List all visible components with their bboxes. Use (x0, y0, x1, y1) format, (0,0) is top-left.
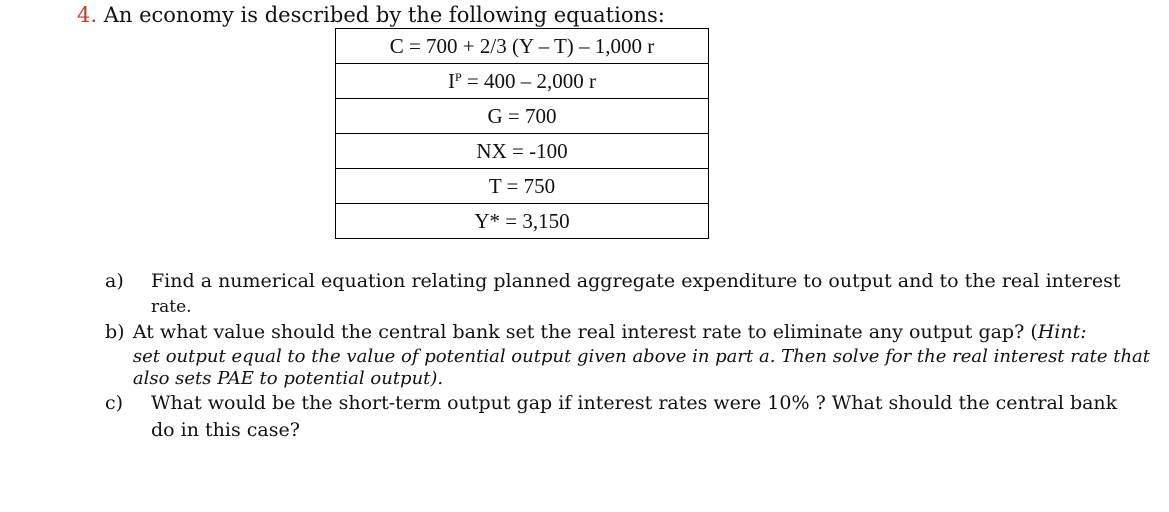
part-b-hint-line-3: also sets PAE to potential output). (132, 368, 444, 389)
equations-table (335, 28, 709, 239)
part-b-text (133, 319, 1150, 390)
part-b-hint-line-2: set output equal to the value of potential output given above in part a. Then solve for the real interest rate that (132, 346, 1150, 367)
part-a-letter: a) (105, 270, 124, 292)
equation-taxes: T = 750 (336, 169, 709, 204)
equation-potential-output: Y* = 3,150 (336, 204, 709, 239)
table-row (336, 29, 709, 64)
part-b-question: At what value should the central bank set the real interest rate to eliminate any output gap? ( (132, 321, 1038, 343)
part-b-letter: b) (105, 321, 125, 343)
table-row (336, 99, 709, 134)
part-a-text (151, 268, 1150, 319)
part-b-line-1 (133, 319, 1150, 346)
equation-net-exports: NX = -100 (336, 134, 709, 169)
part-c-line-1: What would be the short-term output gap if interest rates were 10% ? What should the central bank (151, 392, 1118, 414)
table-row (336, 134, 709, 169)
equation-investment-rhs: = 400 – 2,000 r (461, 68, 597, 93)
table-row (336, 64, 709, 99)
part-a (105, 268, 1150, 319)
equation-planned-investment (336, 64, 709, 99)
equation-investment-superscript: P (454, 69, 462, 84)
part-c (105, 390, 1150, 444)
part-c-text (151, 390, 1150, 444)
equation-consumption: C = 700 + 2/3 (Y – T) – 1,000 r (336, 29, 709, 64)
part-a-line-1: Find a numerical equation relating planned aggregate expenditure to output and to the real interest (151, 270, 1121, 292)
part-c-line-2: do in this case? (151, 419, 300, 441)
question-parts (105, 268, 1150, 444)
table-row (336, 204, 709, 239)
question-header (77, 2, 665, 28)
part-b-hint-label: Hint: (1037, 321, 1087, 343)
equation-investment-symbol: I (447, 68, 455, 93)
question-intro: An economy is described by the following equations: (103, 3, 665, 27)
part-a-line-2: rate. (151, 297, 192, 317)
part-b (105, 319, 1150, 390)
part-c-letter: c) (105, 392, 124, 414)
equation-government: G = 700 (336, 99, 709, 134)
question-number: 4. (77, 3, 98, 27)
table-row (336, 169, 709, 204)
